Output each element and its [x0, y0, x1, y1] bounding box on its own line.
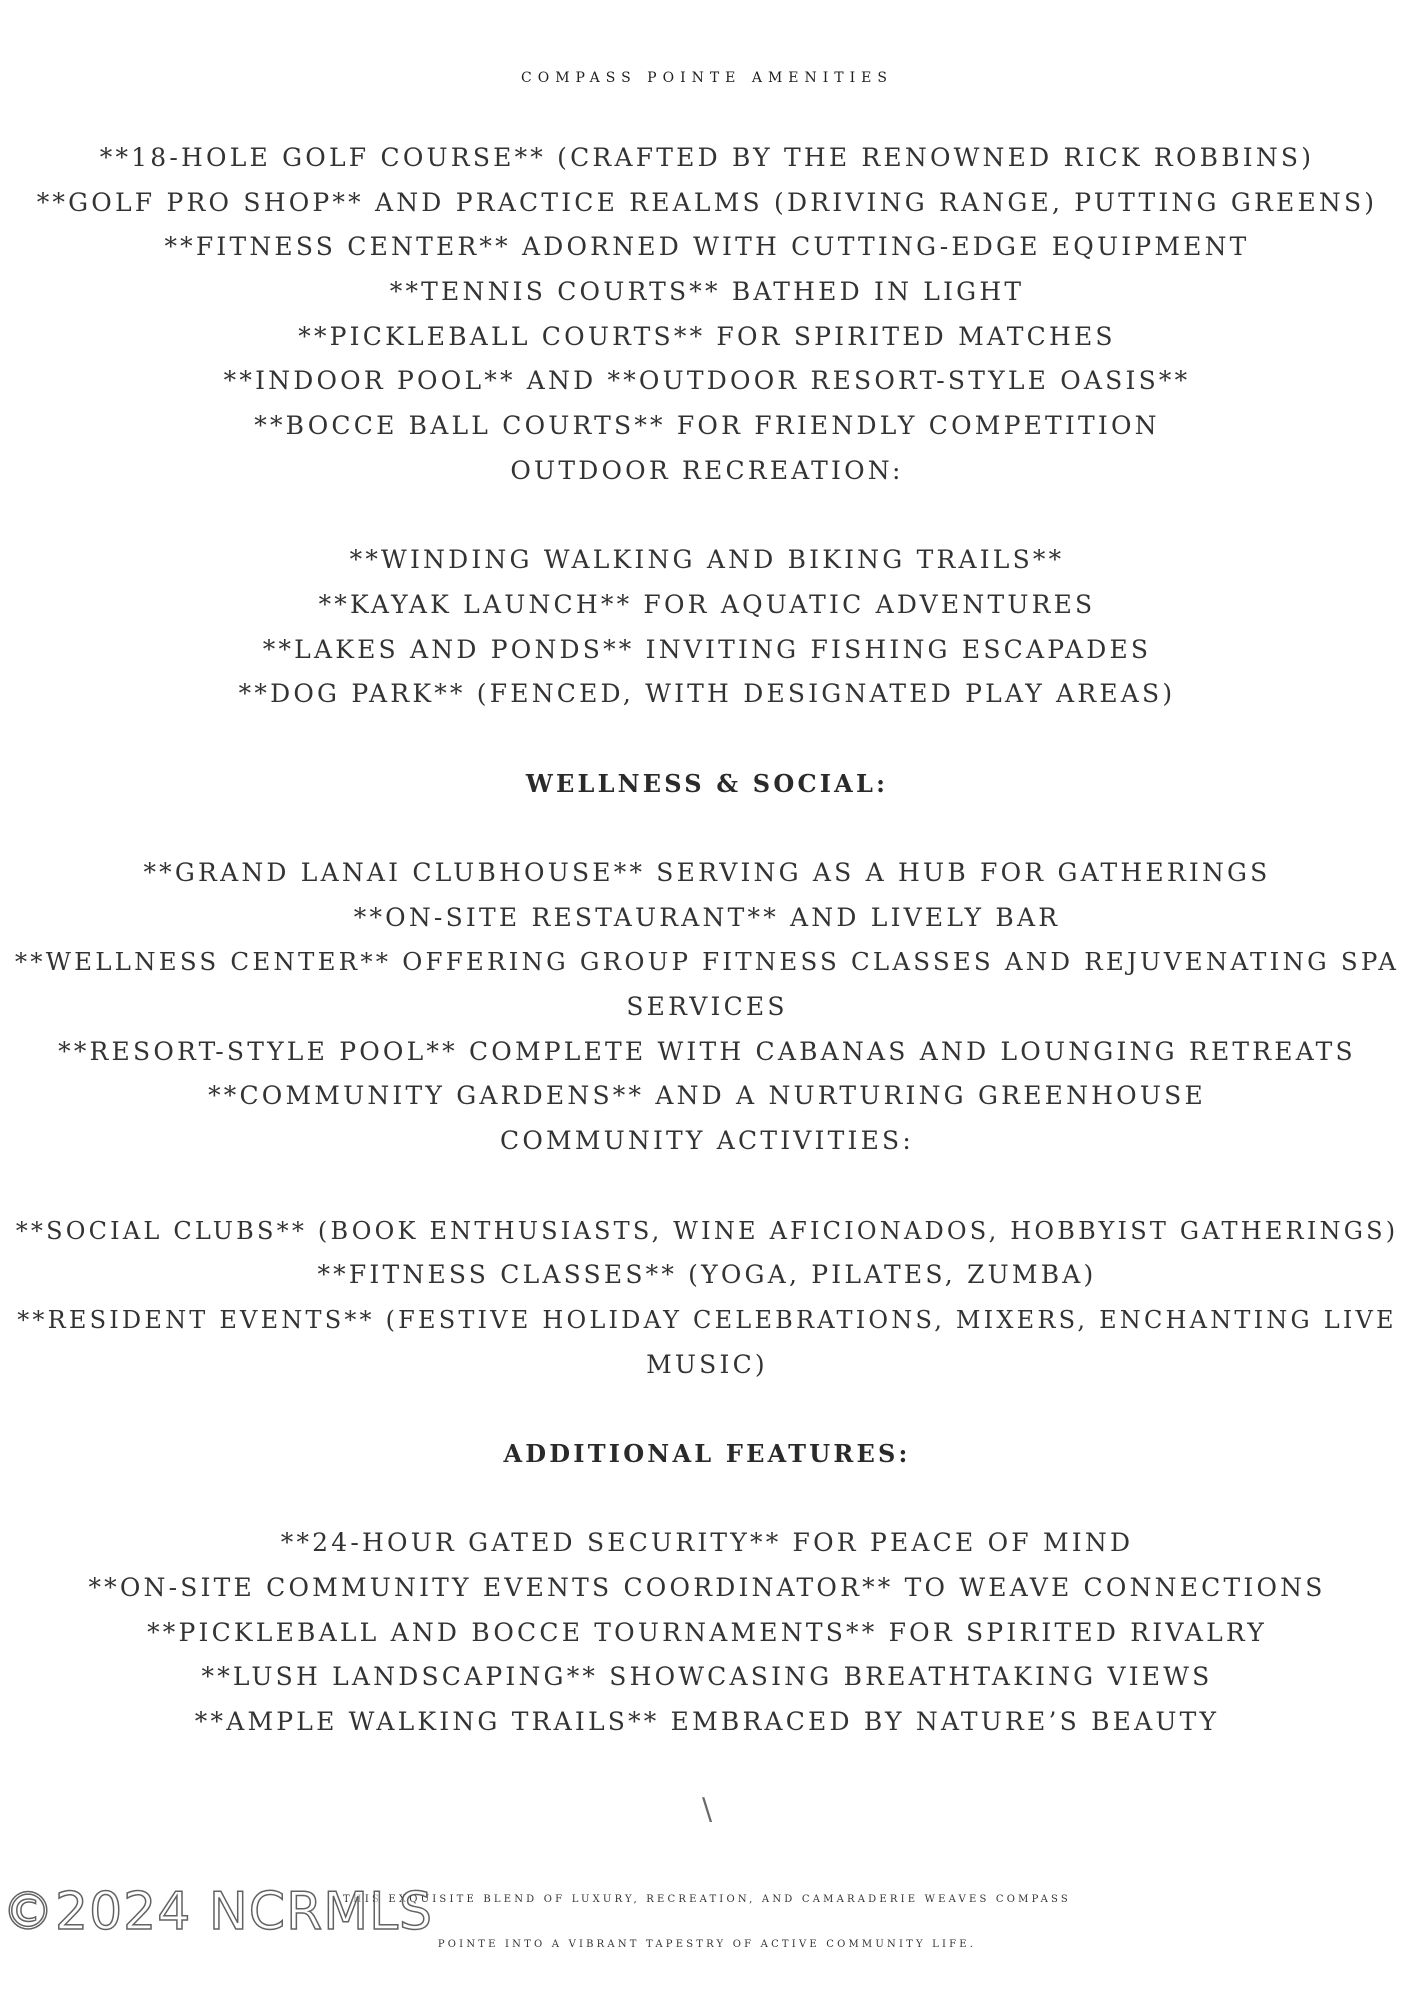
outdoor-line: **WINDING WALKING AND BIKING TRAILS** — [349, 545, 1065, 575]
additional-line: **24-HOUR GATED SECURITY** FOR PEACE OF MIND — [280, 1528, 1134, 1558]
outdoor-line: **DOG PARK** (FENCED, WITH DESIGNATED PLAY AREAS) — [238, 679, 1176, 709]
spacer — [10, 494, 1404, 539]
amenities-body — [10, 136, 1404, 1745]
additional-features-heading: ADDITIONAL FEATURES: — [503, 1438, 911, 1468]
amenity-line: **PICKLEBALL COURTS** FOR SPIRITED MATCHES — [298, 321, 1116, 351]
outdoor-recreation-heading: OUTDOOR RECREATION: — [510, 455, 904, 485]
wellness-line: **GRAND LANAI CLUBHOUSE** SERVING AS A HUB FOR GATHERINGS — [143, 858, 1271, 887]
spacer — [10, 806, 1404, 851]
additional-line: **LUSH LANDSCAPING** SHOWCASING BREATHTAKING VIEWS — [201, 1662, 1213, 1692]
wellness-line: **RESORT-STYLE POOL** COMPLETE WITH CABANAS AND LOUNGING RETREATS — [58, 1036, 1356, 1066]
wellness-line: **ON-SITE RESTAURANT** AND LIVELY BAR — [353, 902, 1061, 932]
closing-line: POINTE INTO A VIBRANT TAPESTRY OF ACTIVE COMMUNITY LIFE. — [437, 1938, 977, 1950]
spacer — [10, 1164, 1404, 1209]
community-line: **FITNESS CLASSES** (YOGA, PILATES, ZUMBA) — [317, 1260, 1097, 1290]
amenity-line: **FITNESS CENTER** ADORNED WITH CUTTING-EDGE EQUIPMENT — [164, 232, 1250, 262]
separator-mark: \ — [701, 1792, 713, 1827]
outdoor-line: **LAKES AND PONDS** INVITING FISHING ESCAPADES — [262, 634, 1152, 664]
community-line: MUSIC) — [646, 1349, 768, 1379]
community-activities-heading: COMMUNITY ACTIVITIES: — [500, 1126, 914, 1156]
closing-line: THIS EXQUISITE BLEND OF LUXURY, RECREATION, AND CAMARADERIE WEAVES COMPASS — [343, 1894, 1071, 1905]
community-line: **SOCIAL CLUBS** (BOOK ENTHUSIASTS, WINE AFICIONADOS, HOBBYIST GATHERINGS) — [15, 1216, 1399, 1245]
amenity-line: **BOCCE BALL COURTS** FOR FRIENDLY COMPETITION — [254, 411, 1160, 441]
spacer — [10, 717, 1404, 762]
wellness-line: **COMMUNITY GARDENS** AND A NURTURING GREENHOUSE — [208, 1081, 1206, 1111]
wellness-line: SERVICES — [626, 992, 788, 1022]
additional-line: **ON-SITE COMMUNITY EVENTS COORDINATOR** TO WEAVE CONNECTIONS — [88, 1573, 1326, 1602]
outdoor-line: **KAYAK LAUNCH** FOR AQUATIC ADVENTURES — [318, 589, 1096, 619]
spacer — [10, 1387, 1404, 1432]
spacer — [10, 1477, 1404, 1522]
amenity-line: **GOLF PRO SHOP** AND PRACTICE REALMS (DRIVING RANGE, PUTTING GREENS) — [36, 187, 1378, 217]
additional-line: **PICKLEBALL AND BOCCE TOURNAMENTS** FOR SPIRITED RIVALRY — [147, 1617, 1267, 1647]
community-line: **RESIDENT EVENTS** (FESTIVE HOLIDAY CELEBRATIONS, MIXERS, ENCHANTING LIVE — [17, 1305, 1397, 1334]
amenity-line: **18-HOLE GOLF COURSE** (CRAFTED BY THE RENOWNED RICK ROBBINS) — [99, 143, 1315, 172]
page-title: COMPASS POINTE AMENITIES — [521, 70, 893, 86]
copyright-watermark: ©2024 NCRMLS — [2, 1882, 434, 1942]
wellness-social-heading: WELLNESS & SOCIAL: — [525, 768, 889, 798]
amenity-line: **INDOOR POOL** AND **OUTDOOR RESORT-STYLE OASIS** — [223, 366, 1191, 396]
additional-line: **AMPLE WALKING TRAILS** EMBRACED BY NATURE’S BEAUTY — [194, 1707, 1220, 1737]
wellness-line: **WELLNESS CENTER** OFFERING GROUP FITNESS CLASSES AND REJUVENATING SPA — [14, 947, 1400, 977]
amenity-line: **TENNIS COURTS** BATHED IN LIGHT — [389, 277, 1025, 307]
